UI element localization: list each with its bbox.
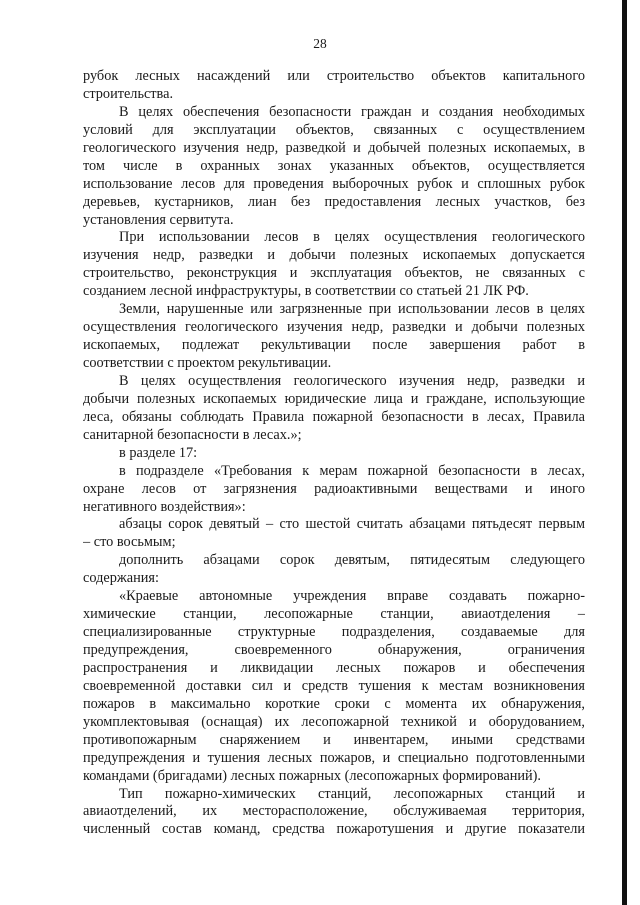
text-line: санитарной безопасности в лесах.»; — [83, 426, 302, 443]
text-line: – сто восьмым; — [83, 534, 176, 551]
text-line: строительство, реконструкция и эксплуатация объектов, не связанных с — [83, 265, 585, 282]
text-line: использование лесов для проведения выборочных рубок и сплошных рубок — [83, 175, 585, 192]
text-line: установления сервитута. — [83, 211, 234, 228]
text-line: леса, обязаны соблюдать Правила пожарной безопасности в лесах, Правила — [83, 408, 585, 425]
text-line: изучения недр, разведки и добычи полезных ископаемых допускается — [83, 247, 585, 264]
text-line: в разделе 17: — [119, 444, 198, 461]
text-line: ископаемых, подлежат рекультивации после завершения работ в — [83, 337, 585, 354]
text-line: химические станции, лесопожарные станции, авиаотделения – — [83, 606, 585, 623]
text-line: добычи полезных ископаемых юридические лица и граждане, использующие — [83, 390, 585, 407]
text-line: дополнить абзацами сорок девятым, пятидесятым следующего — [119, 552, 585, 569]
text-line: предупреждения и тушения лесных пожаров, и специально подготовленными — [83, 749, 585, 766]
text-line: При использовании лесов в целях осуществления геологического — [119, 229, 585, 246]
text-line: численный состав команд, средства пожаротушения и другие показатели — [83, 821, 585, 838]
text-line: Тип пожарно-химических станций, лесопожарных станций и — [119, 785, 585, 802]
text-line: специализированные структурные подразделения, создаваемые для — [83, 624, 585, 641]
text-line: абзацы сорок девятый – сто шестой считать абзацами пятьдесят первым — [119, 516, 585, 533]
text-line: В целях осуществления геологического изучения недр, разведки и — [119, 372, 585, 389]
text-line: противопожарным снаряжением и инвентарем, иными средствами — [83, 731, 585, 748]
text-line: геологического изучения недр, разведкой и добычей полезных ископаемых, в — [83, 139, 585, 156]
text-line: охране лесов от загрязнения радиоактивными веществами и иного — [83, 480, 585, 497]
text-line: осуществления геологического изучения недр, разведки и добычи полезных — [83, 319, 585, 336]
scan-edge-bar — [622, 0, 627, 905]
text-line: деревьев, кустарников, лиан без предоставления лесных участков, без — [83, 193, 585, 210]
text-line: рубок лесных насаждений или строительство объектов капитального — [83, 68, 585, 84]
text-line: распространения и ликвидации лесных пожаров и обеспечения — [83, 659, 585, 676]
text-line: В целях обеспечения безопасности граждан и создания необходимых — [119, 103, 585, 120]
text-line: своевременной доставки сил и средств тушения к местам возникновения — [83, 677, 585, 694]
text-line: авиаотделений, их месторасположение, обслуживаемая территория, — [83, 803, 585, 820]
text-line: созданием лесной инфраструктуры, в соответствии со статьей 21 ЛК РФ. — [83, 283, 529, 300]
text-line: строительства. — [83, 85, 174, 102]
text-line: в подразделе «Требования к мерам пожарной безопасности в лесах, — [119, 462, 585, 479]
text-line: негативного воздействия»: — [83, 498, 246, 515]
text-line: Земли, нарушенные или загрязненные при использовании лесов в целях — [119, 301, 585, 318]
text-line: предупреждения, своевременного обнаружения, ограничения — [83, 642, 585, 658]
text-line: условий для эксплуатации объектов, связанных с осуществлением — [83, 121, 585, 138]
text-line: укомплектовывая (оснащая) их лесопожарной техникой и оборудованием, — [83, 713, 585, 730]
document-body — [83, 68, 585, 839]
text-line: том числе в охранных зонах указанных объектов, осуществляется — [83, 157, 585, 174]
text-line: пожаров в максимально короткие сроки с момента их обнаружения, — [83, 695, 585, 712]
text-line: содержания: — [83, 570, 159, 587]
text-line: «Краевые автономные учреждения вправе создавать пожарно- — [119, 588, 585, 605]
text-line: соответствии с проектом рекультивации. — [83, 355, 332, 371]
page-number: 28 — [313, 36, 327, 51]
text-line: командами (бригадами) лесных пожарных (лесопожарных формирований). — [83, 767, 542, 784]
